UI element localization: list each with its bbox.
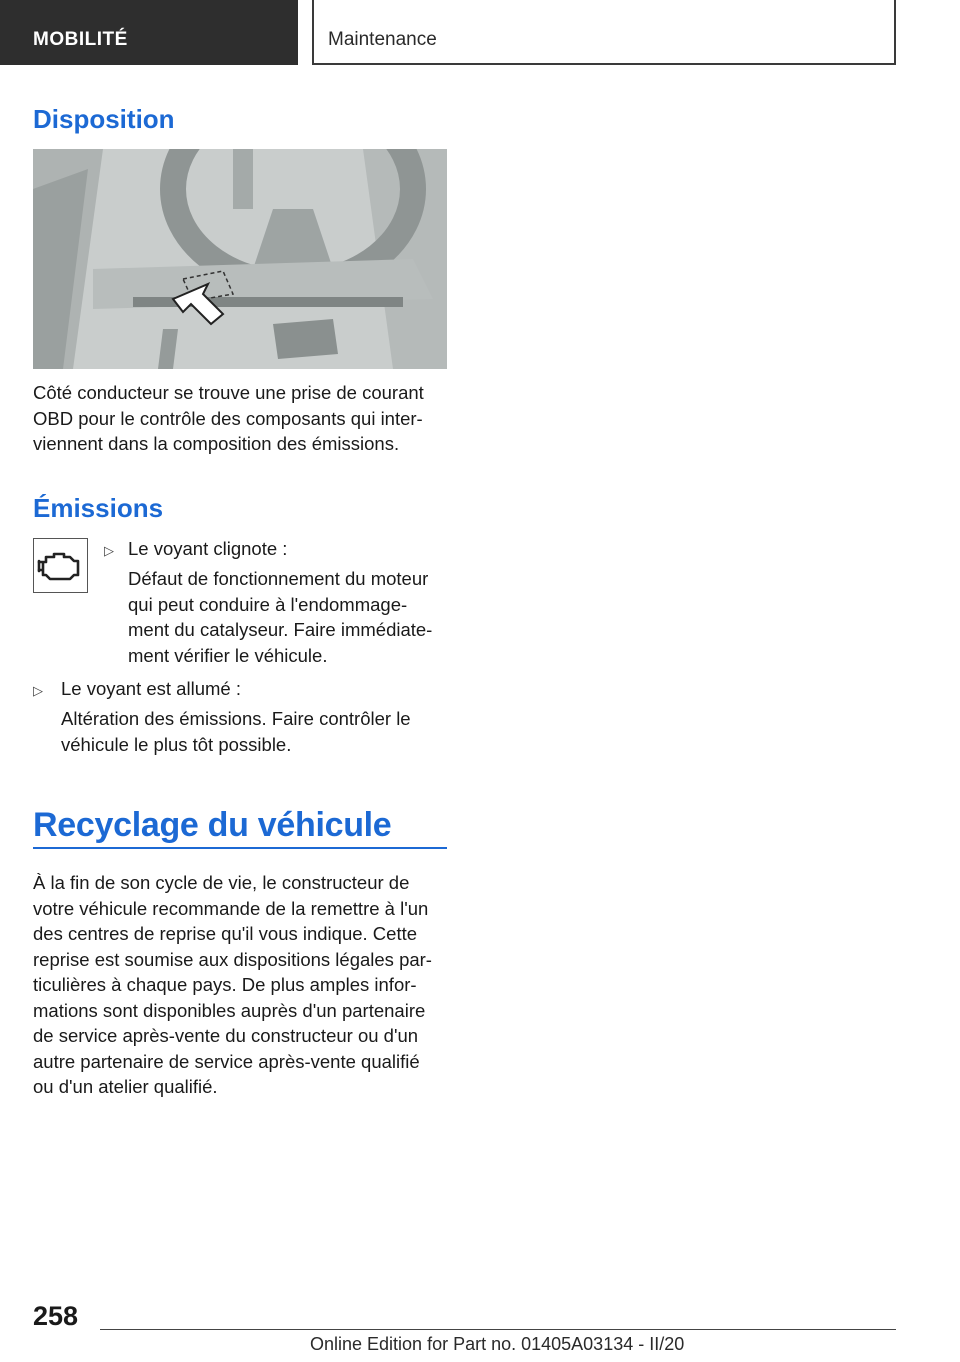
text-line: reprise est soumise aux dispositions légales par- xyxy=(33,948,432,970)
text-line: Défaut de fonctionnement du moteur xyxy=(128,568,429,589)
header-section-label: MOBILITÉ xyxy=(33,29,128,50)
text-line: Altération des émissions. Faire contrôler le xyxy=(61,708,411,729)
text-line: À la fin de son cycle de vie, le constructeur de xyxy=(33,872,410,893)
text-line: autre partenaire de service après-vente qualifié xyxy=(33,1050,420,1072)
recycling-text xyxy=(33,870,449,1100)
disposition-text xyxy=(33,380,449,457)
header-section-tab xyxy=(0,0,298,65)
engine-check-icon xyxy=(34,539,86,591)
header-chapter-tab xyxy=(312,0,896,65)
text-line: mations sont disponibles auprès d'un partenaire xyxy=(33,999,426,1021)
warning-light-box xyxy=(33,538,88,593)
text-line: OBD pour le contrôle des composants qui inter- xyxy=(33,407,423,429)
text-line: ment du catalyseur. Faire immédiate- xyxy=(128,619,433,640)
text-line: ou d'un atelier qualifié. xyxy=(33,1076,218,1097)
obd-socket-illustration xyxy=(33,149,447,369)
text-line: véhicule le plus tôt possible. xyxy=(61,733,292,755)
text-line: ticulières à chaque pays. De plus amples infor- xyxy=(33,974,417,995)
bullet-triangle-icon: ▷ xyxy=(33,683,43,698)
header-chapter-label: Maintenance xyxy=(328,29,437,50)
text-line: viennent dans la composition des émissions. xyxy=(33,433,400,454)
emissions-heading: Émissions xyxy=(33,493,164,523)
text-line: ment vérifier le véhicule. xyxy=(128,644,328,666)
heading-rule xyxy=(33,847,447,849)
emission-item-title: Le voyant est allumé : xyxy=(61,678,241,699)
footer-edition: Online Edition for Part no. 01405A03134 - II/20 xyxy=(310,1334,685,1354)
disposition-heading: Disposition xyxy=(33,104,175,134)
text-line: de service après-vente du constructeur ou d'un xyxy=(33,1025,419,1046)
text-line: qui peut conduire à l'endommage- xyxy=(128,593,408,615)
emission-item-body xyxy=(128,566,432,668)
text-line: Côté conducteur se trouve une prise de courant xyxy=(33,382,424,403)
page-number: 258 xyxy=(33,1301,79,1331)
footer-rule xyxy=(100,1329,896,1330)
recycling-heading: Recyclage du véhicule xyxy=(33,806,392,844)
bullet-triangle-icon: ▷ xyxy=(104,543,114,558)
emission-item-body xyxy=(61,706,411,757)
text-line: des centres de reprise qu'il vous indique. Cette xyxy=(33,923,418,944)
emission-item-title: Le voyant clignote : xyxy=(128,538,288,559)
text-line: votre véhicule recommande de la remettre à l'un xyxy=(33,897,429,919)
